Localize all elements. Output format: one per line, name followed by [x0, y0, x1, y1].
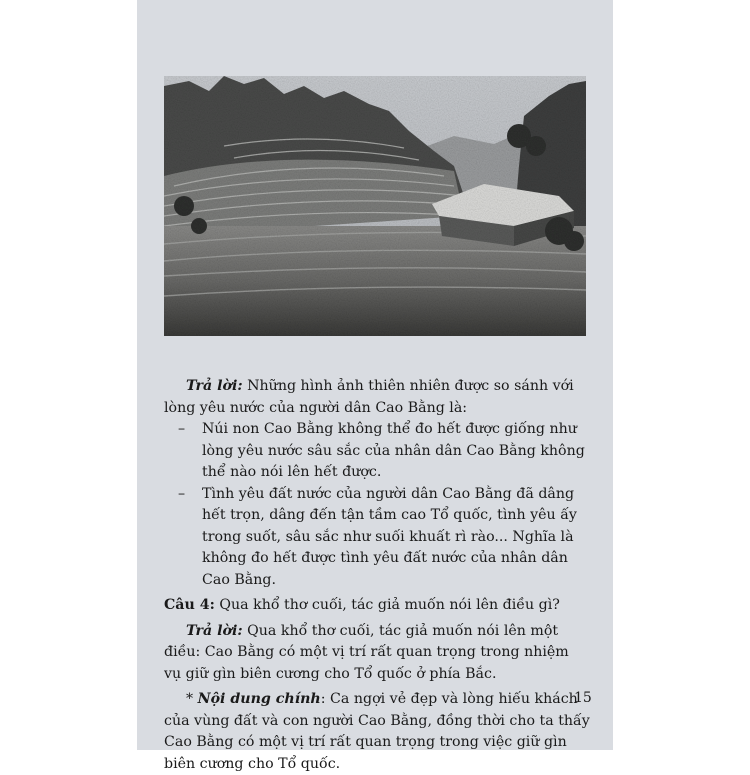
main-content-prefix: *	[186, 691, 198, 707]
answer-4-paragraph	[164, 621, 590, 686]
body-text	[164, 376, 590, 775]
page-number: 15	[574, 690, 592, 706]
question-4-label: Câu 4:	[164, 597, 215, 613]
book-page	[137, 0, 613, 772]
answer-1-lead: Trả lời:	[186, 378, 243, 394]
answer-1-text: Những hình ảnh thiên nhiên được so sánh với lòng yêu nước của người dân Cao Bằng là:	[164, 378, 574, 416]
answer-4-text: Qua khổ thơ cuối, tác giả muốn nói lên một điều: Cao Bằng có một vị trí rất quan trọng trong nhiệm vụ giữ gìn biên cương cho Tổ quốc ở phía Bắc.	[164, 622, 569, 682]
answer-1-paragraph	[164, 376, 590, 419]
question-4	[164, 595, 590, 617]
answer-1-bullet-1	[164, 419, 590, 484]
bullet-dash: –	[178, 485, 186, 502]
main-content-paragraph	[164, 689, 590, 775]
main-content-lead: Nội dung chính	[197, 691, 321, 707]
answer-1-bullet-2	[164, 484, 590, 592]
bullet-text: Tình yêu đất nước của người dân Cao Bằng đã dâng hết trọn, dâng đến tận tầm cao Tổ quốc, tình yêu ấy trong suốt, sâu sắc như suối khuất rì rào... Nghĩa là không đo hết được tình yêu đất nước của nhân dân Cao Bằng.	[202, 485, 577, 588]
landscape-photo	[164, 76, 586, 336]
main-content-text: : Ca ngợi vẻ đẹp và lòng hiếu khách của vùng đất và con người Cao Bằng, đồng thời cho ta thấy Cao Bằng có một vị trí rất quan trọng trong việc giữ gìn biên cương cho Tổ quốc.	[164, 691, 590, 772]
bullet-text: Núi non Cao Bằng không thể đo hết được giống như lòng yêu nước sâu sắc của nhân dân Cao Bằng không thể nào nói lên hết được.	[202, 421, 585, 480]
bullet-dash: –	[178, 421, 186, 437]
question-4-text: Qua khổ thơ cuối, tác giả muốn nói lên điều gì?	[214, 597, 560, 613]
answer-4-lead: Trả lời:	[186, 622, 243, 639]
